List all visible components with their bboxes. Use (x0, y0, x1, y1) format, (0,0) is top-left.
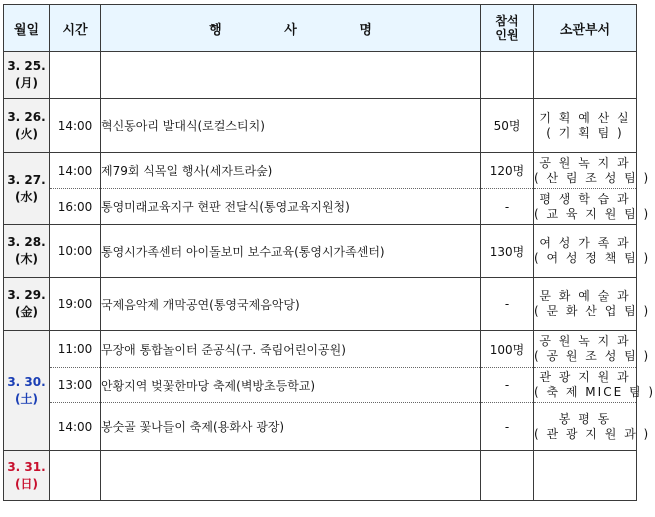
attendees-cell: 100명 (481, 331, 534, 368)
department-name: 여 성 가 족 과 (539, 236, 631, 250)
day-text: (日) (15, 476, 38, 491)
table-row (4, 189, 637, 225)
event-cell: 통영시가족센터 아이돌보미 보수교육(통영시가족센터) (101, 225, 481, 278)
date-cell (4, 278, 50, 331)
attendees-cell: - (481, 189, 534, 225)
department-name: 봉 평 동 (558, 411, 612, 426)
attendees-cell: 50명 (481, 99, 534, 153)
date-cell (4, 52, 50, 99)
date-cell (4, 225, 50, 278)
date-text: 3. 25. (7, 59, 46, 73)
department-name: 공 원 녹 지 과 (539, 155, 631, 170)
time-cell: 14:00 (50, 153, 101, 189)
department-cell (534, 225, 651, 278)
header-date: 월일 (4, 5, 50, 52)
day-text: (月) (15, 76, 38, 90)
day-text: (金) (15, 305, 38, 319)
table-row (4, 52, 637, 99)
header-event (101, 5, 481, 52)
table-row (4, 153, 637, 189)
department-cell (534, 52, 637, 99)
day-text: (火) (15, 126, 38, 141)
department-team: ( 문 화 산 업 팀 ) (534, 304, 651, 318)
header-attendees (481, 5, 534, 52)
table-row (4, 99, 637, 153)
attendees-cell: - (481, 278, 534, 331)
department-cell (534, 403, 651, 451)
schedule-table (3, 4, 655, 501)
date-text: 3. 28. (7, 235, 46, 249)
attendees-cell (481, 451, 534, 501)
department-team: ( 관 광 지 원 과 ) (534, 426, 651, 441)
event-cell (101, 52, 481, 99)
table-row (4, 331, 637, 368)
time-cell: 14:00 (50, 99, 101, 153)
date-cell (4, 451, 50, 501)
department-cell (534, 278, 651, 331)
header-event-part: 행 (209, 22, 222, 38)
department-cell (534, 331, 651, 368)
date-text: 3. 30. (7, 374, 46, 389)
time-cell: 10:00 (50, 225, 101, 278)
attendees-cell: - (481, 403, 534, 451)
day-text: (水) (15, 189, 38, 204)
department-name: 기 획 예 산 실 (539, 110, 631, 125)
department-team: ( 산 림 조 성 팀 ) (534, 170, 651, 185)
date-text: 3. 26. (7, 109, 46, 124)
time-cell (50, 451, 101, 501)
department-name: 평 생 학 습 과 (539, 191, 631, 206)
time-cell: 19:00 (50, 278, 101, 331)
event-cell: 국제음악제 개막공연(통영국제음악당) (101, 278, 481, 331)
event-cell: 봉숫골 꽃나들이 축제(용화사 광장) (101, 403, 481, 451)
header-attendees-line2: 인원 (495, 28, 519, 42)
department-cell (534, 153, 651, 189)
event-cell: 혁신동아리 발대식(로컬스티치) (101, 99, 481, 153)
attendees-cell: 120명 (481, 153, 534, 189)
date-cell (4, 153, 50, 225)
event-cell: 무장애 통합놀이터 준공식(구. 죽림어린이공원) (101, 331, 481, 368)
table-row (4, 278, 637, 331)
department-cell (534, 451, 637, 501)
date-text: 3. 29. (7, 288, 46, 302)
event-cell: 통영미래교육지구 현판 전달식(통영교육지원청) (101, 189, 481, 225)
department-team: ( 축 제 MICE 팀 ) (534, 385, 655, 399)
date-text: 3. 31. (7, 459, 46, 474)
table-row (4, 225, 637, 278)
table-row (4, 368, 637, 403)
header-attendees-line1: 참석 (495, 14, 519, 28)
department-name: 문 화 예 술 과 (539, 289, 631, 303)
attendees-cell: 130명 (481, 225, 534, 278)
time-cell: 16:00 (50, 189, 101, 225)
department-cell (534, 189, 651, 225)
department-name: 공 원 녹 지 과 (539, 334, 631, 348)
header-row (4, 5, 637, 52)
department-cell (534, 368, 655, 403)
time-cell (50, 52, 101, 99)
header-time: 시간 (50, 5, 101, 52)
header-event-part: 사 (284, 22, 297, 38)
day-text: (土) (15, 391, 38, 406)
department-team: ( 여 성 정 책 팀 ) (534, 251, 651, 265)
table-row (4, 451, 637, 501)
event-cell: 제79회 식목일 행사(세자트라숲) (101, 153, 481, 189)
date-text: 3. 27. (7, 172, 46, 187)
table-row (4, 403, 637, 451)
date-cell (4, 99, 50, 153)
time-cell: 14:00 (50, 403, 101, 451)
department-cell (534, 99, 637, 153)
day-text: (木) (15, 252, 38, 266)
department-team: ( 기 획 팀 ) (546, 125, 624, 140)
department-team: ( 공 원 조 성 팀 ) (534, 349, 651, 363)
department-name: 관 광 지 원 과 (539, 370, 631, 384)
attendees-cell: - (481, 368, 534, 403)
department-team: ( 교 육 지 원 팀 ) (534, 206, 651, 221)
time-cell: 11:00 (50, 331, 101, 368)
event-cell (101, 451, 481, 501)
time-cell: 13:00 (50, 368, 101, 403)
attendees-cell (481, 52, 534, 99)
date-cell (4, 331, 50, 451)
header-event-part: 명 (359, 22, 372, 38)
event-cell: 안황지역 벚꽃한마당 축제(벽방초등학교) (101, 368, 481, 403)
header-department: 소관부서 (534, 5, 637, 52)
